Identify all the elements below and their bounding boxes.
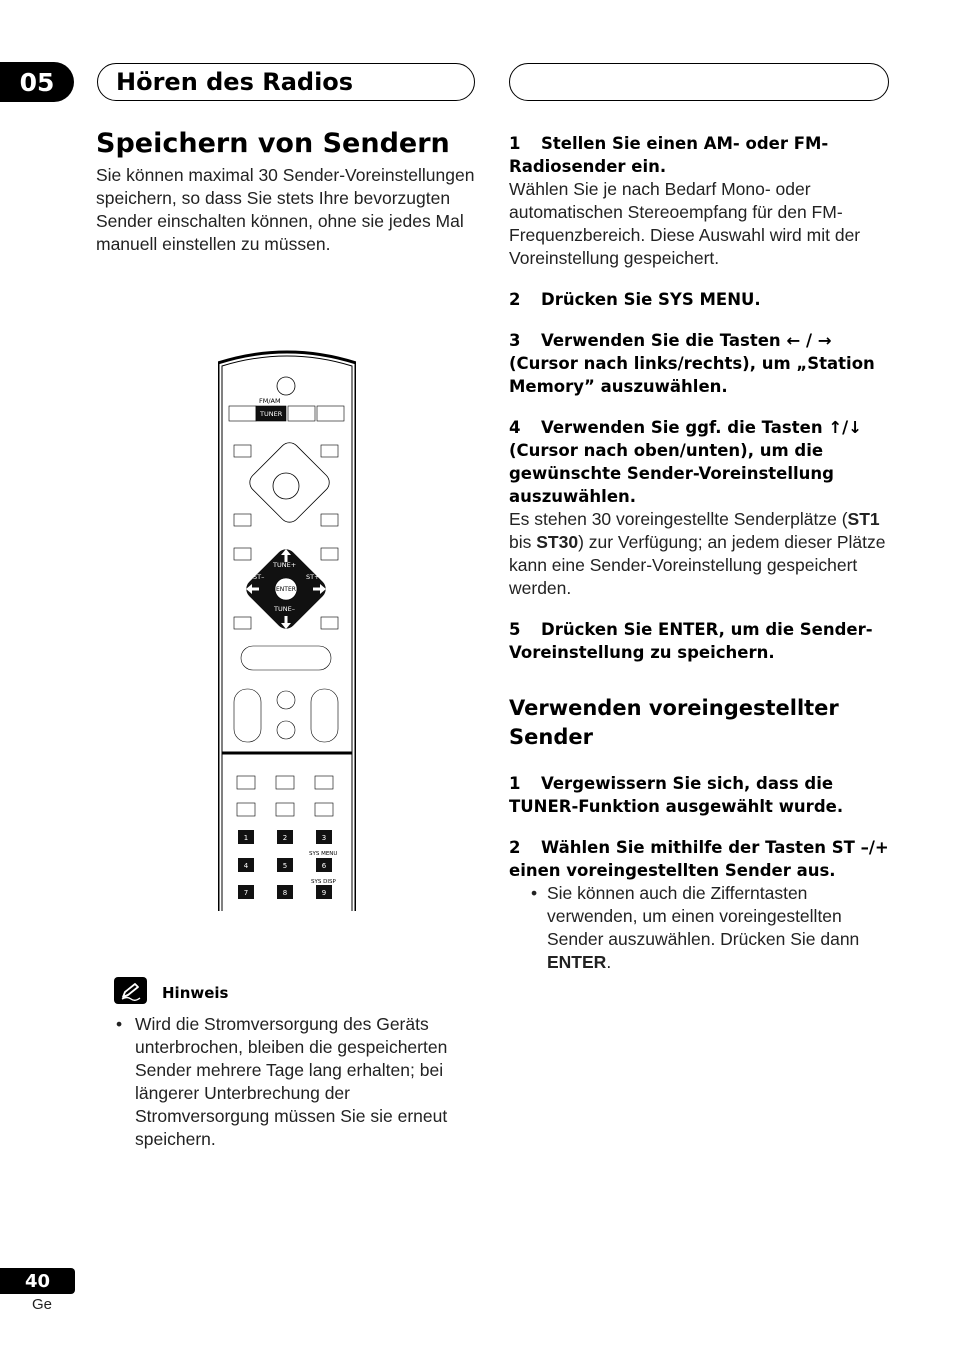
step-5: 5 Drücken Sie ENTER, um die Sender-Voreinstellung zu speichern. xyxy=(509,620,873,662)
sys-menu-label: SYS MENU xyxy=(309,851,338,857)
subsection-title: Verwenden voreingestellter Sender xyxy=(509,696,839,749)
chapter-title: Hören des Radios xyxy=(97,63,475,101)
left-right-arrows-icon: ← / → xyxy=(786,331,832,350)
page-number: 40 xyxy=(0,1268,75,1294)
enter-key: ENTER xyxy=(276,586,296,593)
hint-item: • Wird die Stromversorgung des Geräts unterbrochen, bleiben die gespeicherten Sender mehrere Tage lang erhalten; bei längerer Unterbrechung der Stromversorgung müssen Sie sie erneut speichern. xyxy=(114,1013,484,1151)
tune-minus-label: TUNE– xyxy=(274,605,295,613)
preset-bullet: • Sie können auch die Zifferntasten verwenden, um einen voreingestellten Sender auszuwählen. Drücken Sie dann ENTER. xyxy=(509,882,893,974)
key-5: 5 xyxy=(282,862,288,870)
remote-control-illustration xyxy=(218,349,356,911)
tuner-key: TUNER xyxy=(260,410,283,418)
preset-step-1: 1 Vergewissern Sie sich, dass die TUNER-Funktion ausgewählt wurde. xyxy=(509,774,844,816)
key-4: 4 xyxy=(243,862,249,870)
key-3: 3 xyxy=(321,834,327,842)
sys-disp-label: SYS DISP xyxy=(311,879,336,885)
st-minus-label: ST– xyxy=(253,573,265,581)
key-9: 9 xyxy=(321,889,327,897)
step-2: 2 Drücken Sie SYS MENU. xyxy=(509,290,761,309)
instructions-column xyxy=(509,132,893,974)
section-title: Speichern von Sendern xyxy=(96,128,450,159)
hint-label: Hinweis xyxy=(162,984,229,1002)
step-3: 3 Verwenden Sie die Tasten ← / → (Cursor nach links/rechts), um „Station Memory” auszuwählen. xyxy=(509,331,875,396)
up-down-arrows-icon: ↑/↓ xyxy=(828,418,863,437)
preset-step-2: 2 Wählen Sie mithilfe der Tasten ST –/+ einen voreingestellten Sender aus. xyxy=(509,838,889,880)
language-code: Ge xyxy=(32,1296,53,1313)
key-8: 8 xyxy=(282,889,288,897)
key-2: 2 xyxy=(282,834,288,842)
note-pencil-icon xyxy=(114,977,147,1004)
intro-paragraph: Sie können maximal 30 Sender-Voreinstellungen speichern, so dass Sie stets Ihre bevorzugten Sender einschalten können, ohne sie jedes Mal manuell einstellen zu müssen. xyxy=(96,165,475,254)
header-right-frame xyxy=(509,63,889,101)
step-4: 4 Verwenden Sie ggf. die Tasten ↑/↓ (Cursor nach oben/unten), um die gewünschte Sender-Voreinstellung auszuwählen. Es stehen 30 voreingestellte Senderplätze (ST1 bis ST30) zur Verfügung; an jedem dieser Plätze kann eine Sender-Voreinstellung gespeichert werden. xyxy=(509,418,886,598)
tune-plus-label: TUNE+ xyxy=(273,561,297,569)
key-7: 7 xyxy=(243,889,249,897)
key-1: 1 xyxy=(243,834,249,842)
hint-list xyxy=(114,1013,484,1151)
step-1: 1 Stellen Sie einen AM- oder FM-Radiosender ein. Wählen Sie je nach Bedarf Mono- oder automatischen Stereoempfang für den FM-Frequenzbereich. Diese Auswahl wird mit der Voreinstellung gespeichert. xyxy=(509,134,861,268)
preset-bullet-list xyxy=(509,882,893,974)
fm-am-label: FM/AM xyxy=(259,397,281,405)
chapter-number-badge: 05 xyxy=(0,62,74,102)
key-6: 6 xyxy=(321,862,327,870)
st-plus-label: ST+ xyxy=(306,573,320,581)
